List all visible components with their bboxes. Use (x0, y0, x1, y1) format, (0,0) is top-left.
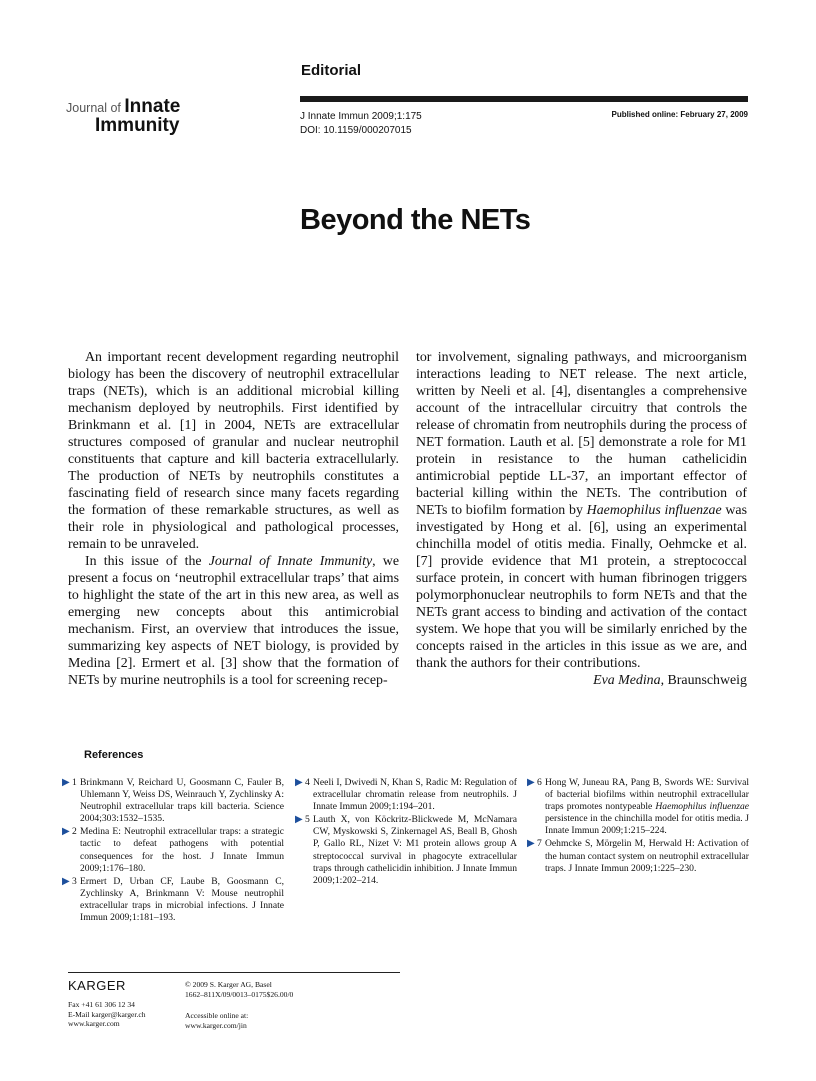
journal-logo (66, 98, 201, 135)
citation: J Innate Immun 2009;1:175 (300, 111, 422, 122)
reference-link-icon[interactable]: ▶ (62, 777, 70, 788)
journal-name-italic: Journal of Innate Immunity (208, 554, 373, 569)
accessible-online (185, 1011, 248, 1030)
journal-logo-line2: Immunity (95, 115, 180, 136)
website-link[interactable]: www.karger.com (68, 1019, 120, 1029)
publisher-contact (68, 1000, 146, 1029)
fax: Fax +41 61 306 12 34 (68, 1000, 135, 1009)
reference-item: ▶ 2 Medina E: Neutrophil extracellular traps: a strategic tactic to defeat pathogens with potential consequences for the host. J Innate Immun 2009;1:176–180. (62, 826, 284, 874)
references-heading: References (84, 749, 144, 761)
reference-item: ▶ 5 Lauth X, von Köckritz-Blickwede M, McNamara CW, Myskowski S, Zinkernagel AS, Beall B, Ghosh P, Gallo RL, Nizet V: M1 protein allows group A streptococcal survival in phagocyte extracellular traps through cathelicidin inhibition. J Innate Immun 2009;1:202–214. (295, 814, 517, 886)
paragraph-1: An important recent development regarding neutrophil biology has been the discovery of neutrophil extracellular traps (NETs), which is an additional microbial killing mechanism deployed by neutrophils. First identified by Brinkmann et al. [1] in 2004, NETs are extracellular structures composed of granular and nuclear neutrophil constituents that capture and kill bacteria extracellularly. The production of NETs by neutrophils constitutes a fascinating field of research since many facets regarding the formation of these remarkable structures, as well as their role in physiological and pathological processes, remain to be unraveled. (68, 350, 399, 552)
reference-link-icon[interactable]: ▶ (62, 875, 70, 887)
doi: DOI: 10.1159/000207015 (300, 125, 412, 136)
reference-link-icon[interactable]: ▶ (527, 838, 535, 850)
paragraph-2-continued: tor involvement, signaling pathways, and microorganism interactions leading to NET release. The next article, written by Neeli et al. [4], disentangles a comprehensive account of the intracellular circuitry that controls the release of chromatin from neutrophils during the process of NET formation. Lauth et al. [5] demonstrate a role for M1 protein in resistance to the human cathelicidin antimicrobial peptide LL-37, an important effector of bacterial killing within the NETs. The contribution of NETs to biofilm formation by Haemophilus influenzae was investigated by Hong et al. [6], using an experimental chinchilla model of otitis media. Finally, Oehmcke et al. [7] provide evidence that M1 protein, a streptococcal surface protein, in concert with human fibrinogen triggers polymorphonuclear neutrophils to form NETs and that the NETs grant access to binding and activation of the contact system. We hope that you will be similarly enriched by the concepts raised in the articles in this issue as we are, and thank the authors for their contributions. (416, 350, 747, 671)
signature (416, 672, 747, 689)
signature-author: Eva Medina (593, 673, 661, 688)
paragraph-2: In this issue of the Journal of Innate Immunity, we present a focus on ‘neutrophil extracellular traps’ that aims to highlight the state of the art in this new area, as well as emerging new concepts about this antimicrobial mechanism. First, an overview that introduces the issue, summarizing key aspects of NET biology, is provided by Medina [2]. Ermert et al. [3] show that the formation of NETs by murine neutrophils is a tool for screening recep- (68, 554, 399, 688)
reference-item: ▶ 3 Ermert D, Urban CF, Laube B, Goosmann C, Zychlinsky A, Brinkmann V: Mouse neutrophil extracellular traps in microbial infections. J Innate Immun 2009;1:181–193. (62, 875, 284, 924)
reference-item: ▶ 6 Hong W, Juneau RA, Pang B, Swords WE: Survival of bacterial biofilms within neutrophil extracellular traps promotes nontypeable Haemophilus influenzae persistence in the chinchilla model for otitis media. J Innate Immun 2009;1:215–224. (527, 777, 749, 837)
signature-place: , Braunschweig (660, 673, 747, 688)
body-column-left (68, 349, 399, 689)
references-column-1 (62, 777, 284, 925)
reference-item: ▶ 1 Brinkmann V, Reichard U, Goosmann C, Fauler B, Uhlemann Y, Weiss DS, Weinrauch Y, Zychlinsky A: Neutrophil extracellular traps kill bacteria. Science 2004;303:1532–1535. (62, 777, 284, 825)
body-column-right (416, 349, 747, 689)
reference-link-icon[interactable]: ▶ (62, 826, 70, 838)
references-column-2 (295, 777, 517, 888)
email-link[interactable]: E-Mail karger@karger.ch (68, 1009, 146, 1019)
reference-link-icon[interactable]: ▶ (527, 777, 535, 788)
journal-logo-line1: Journal of (66, 101, 121, 115)
section-label: Editorial (301, 62, 362, 79)
issn: 1662–811X/09/0013–0175$26.00/0 (185, 989, 294, 999)
copyright: © 2009 S. Karger AG, Basel (185, 980, 272, 989)
journal-url-link[interactable]: www.karger.com/jin (185, 1020, 247, 1030)
published-date: Published online: February 27, 2009 (611, 110, 748, 119)
article-title: Beyond the NETs (300, 204, 531, 236)
citation-block (300, 110, 422, 138)
journal-logo-line1-bold: Innate (124, 96, 181, 117)
reference-link-icon[interactable]: ▶ (295, 814, 303, 826)
footer-rule (68, 972, 400, 973)
header-rule-bar (300, 96, 748, 102)
copyright-block (185, 980, 293, 999)
publisher-logo: KARGER (68, 978, 126, 993)
accessible-label: Accessible online at: (185, 1011, 249, 1020)
reference-link-icon[interactable]: ▶ (295, 777, 303, 788)
references-column-3 (527, 777, 749, 876)
species-italic: Haemophilus influenzae (586, 503, 722, 518)
reference-item: ▶ 7 Oehmcke S, Mörgelin M, Herwald H: Activation of the human contact system on neutrophil extracellular traps. J Innate Immun 2009;1:225–230. (527, 838, 749, 874)
reference-item: ▶ 4 Neeli I, Dwivedi N, Khan S, Radic M: Regulation of extracellular chromatin release from neutrophils. J Innate Immun 2009;1:194–201. (295, 777, 517, 813)
